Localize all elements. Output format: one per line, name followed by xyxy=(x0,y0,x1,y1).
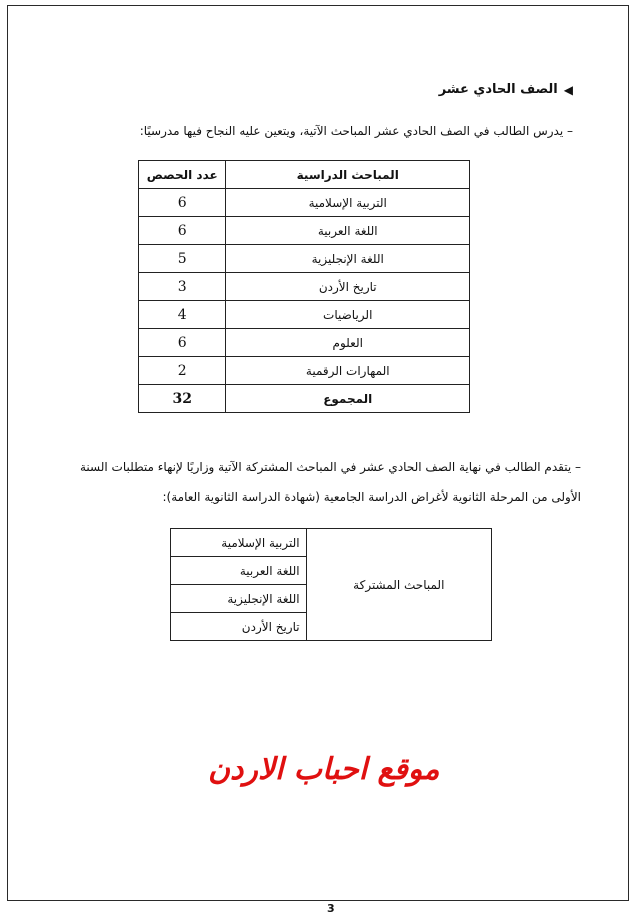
group-label: المباحث المشتركة xyxy=(306,529,491,641)
site-watermark: موقع احباب الاردن xyxy=(208,752,440,787)
table-total-row xyxy=(139,385,470,413)
common-subject-cell: التربية الإسلامية xyxy=(171,529,307,557)
count-cell: 6 xyxy=(139,329,226,357)
header-subject: المباحث الدراسية xyxy=(226,161,470,189)
count-cell: 2 xyxy=(139,357,226,385)
table-row xyxy=(139,273,470,301)
subject-cell: العلوم xyxy=(226,329,470,357)
total-count: 32 xyxy=(139,385,226,413)
section-heading xyxy=(439,82,573,97)
common-subject-cell: تاريخ الأردن xyxy=(171,613,307,641)
table-row xyxy=(139,245,470,273)
subject-cell: تاريخ الأردن xyxy=(226,273,470,301)
header-count: عدد الحصص xyxy=(139,161,226,189)
total-label: المجموع xyxy=(226,385,470,413)
page-number: 3 xyxy=(327,902,335,915)
arrow-left-icon: ◀ xyxy=(563,82,573,97)
count-cell: 6 xyxy=(139,189,226,217)
subject-cell: الرياضيات xyxy=(226,301,470,329)
table-row xyxy=(139,217,470,245)
common-subject-cell: اللغة العربية xyxy=(171,557,307,585)
table-row xyxy=(139,189,470,217)
subjects-table xyxy=(138,160,470,413)
count-cell: 3 xyxy=(139,273,226,301)
common-subjects-table xyxy=(170,528,492,641)
subject-cell: التربية الإسلامية xyxy=(226,189,470,217)
count-cell: 4 xyxy=(139,301,226,329)
table-header-row xyxy=(139,161,470,189)
second-paragraph: – يتقدم الطالب في نهاية الصف الحادي عشر في المباحث المشتركة الآتية وزاريًا لإنهاء متطلبات السنة الأولى من المرحلة الثانوية لأغراض الدراسة الجامعية (شهادة الدراسة الثانوية العامة): xyxy=(79,460,581,504)
table-row xyxy=(139,357,470,385)
table-row xyxy=(139,301,470,329)
subject-cell: المهارات الرقمية xyxy=(226,357,470,385)
subject-cell: اللغة العربية xyxy=(226,217,470,245)
count-cell: 5 xyxy=(139,245,226,273)
intro-paragraph: – يدرس الطالب في الصف الحادي عشر المباحث الآتية، ويتعين عليه النجاح فيها مدرسيًا: xyxy=(139,124,573,138)
table-row xyxy=(139,329,470,357)
subject-cell: اللغة الإنجليزية xyxy=(226,245,470,273)
common-subject-cell: اللغة الإنجليزية xyxy=(171,585,307,613)
table-row xyxy=(171,529,492,557)
section-title: الصف الحادي عشر xyxy=(438,82,558,97)
count-cell: 6 xyxy=(139,217,226,245)
